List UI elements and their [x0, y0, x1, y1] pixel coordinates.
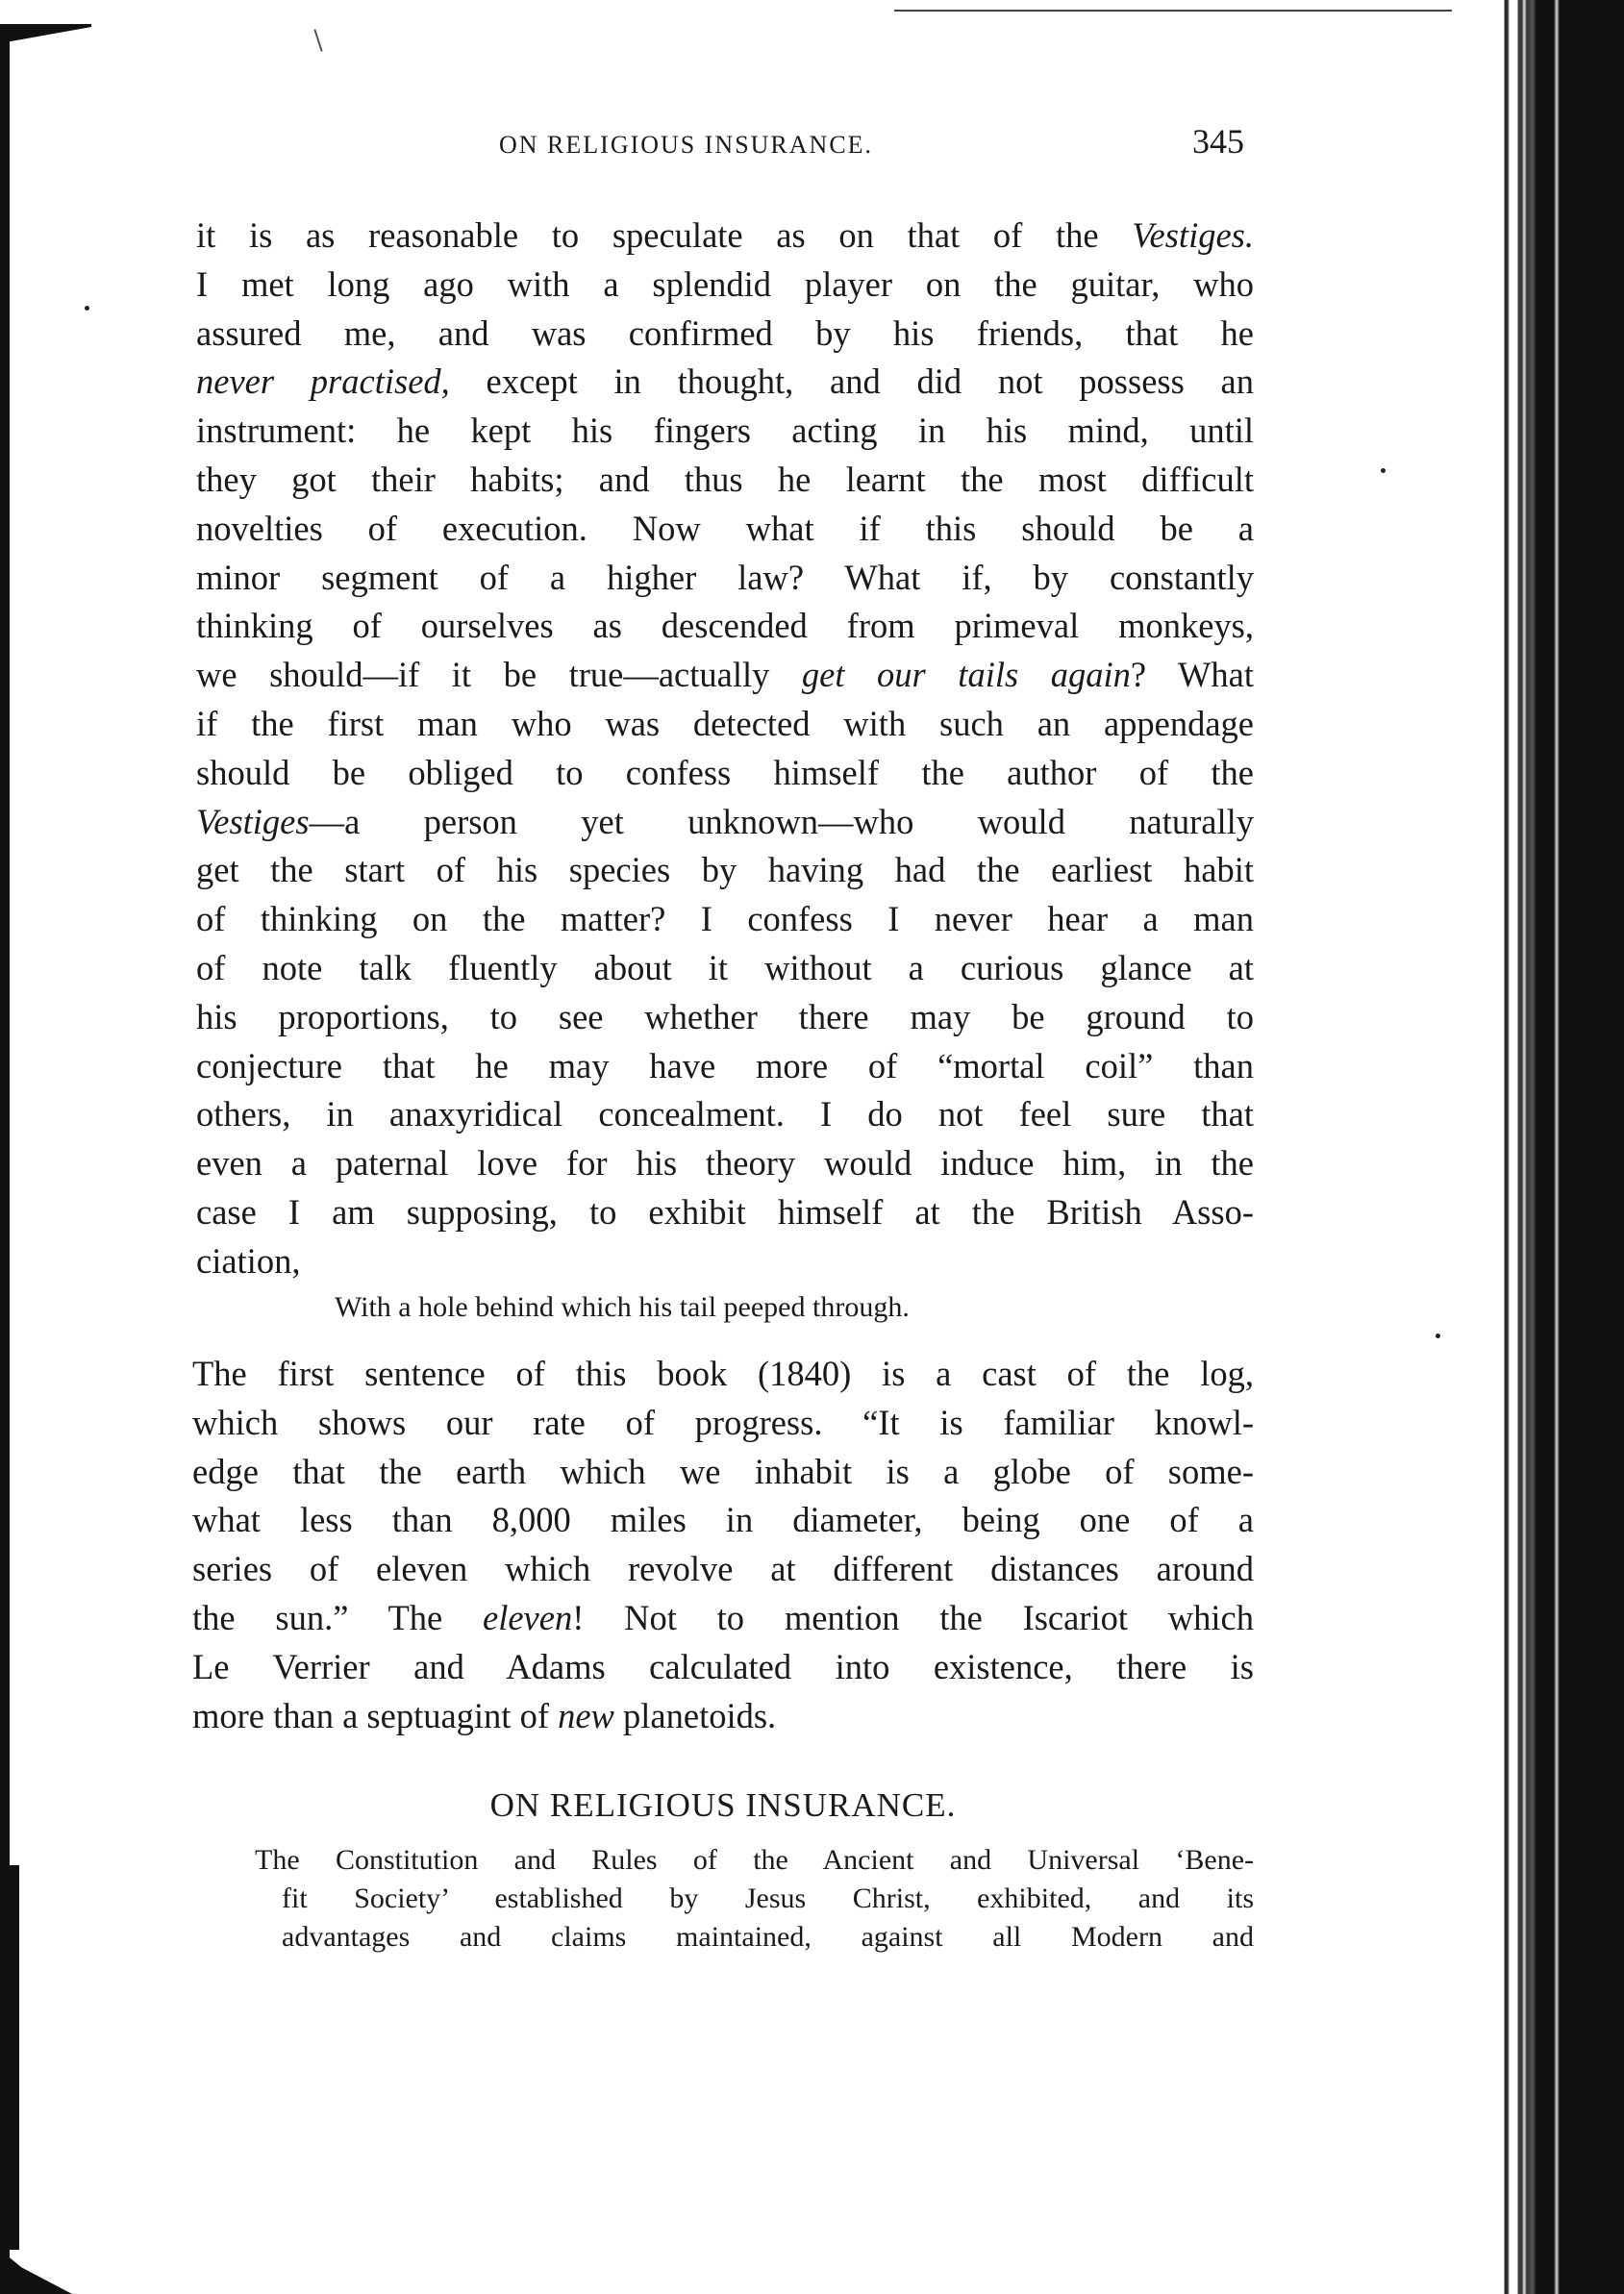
text-line — [196, 944, 1254, 993]
paragraph-1 — [196, 212, 1254, 1286]
citation-line: advantages and claims maintained, against all Modern and — [282, 1921, 1254, 1953]
text-run: I met long ago with a splendid player on the guitar, who — [196, 263, 1254, 304]
text-line — [192, 1545, 1254, 1594]
text-line — [196, 456, 1254, 505]
text-run: even a paternal love for his theory would induce him, in the — [196, 1143, 1254, 1184]
text-line — [196, 407, 1254, 456]
text-run: if the first man who was detected with such an appendage — [196, 703, 1254, 743]
text-line — [192, 1692, 1254, 1741]
text-run: novelties of execution. Now what if this should be a — [196, 508, 1254, 548]
text-line — [196, 310, 1254, 359]
text-line — [192, 1448, 1254, 1497]
scan-shadow-top-left — [0, 24, 91, 43]
text-run: The first sentence of this book (1840) is a cast of the log, — [192, 1354, 1254, 1393]
text-line — [196, 358, 1254, 407]
text-run: what less than 8,000 miles in diameter, being one of a — [192, 1500, 1254, 1540]
text-run: except in thought, and did not possess an — [449, 362, 1254, 402]
text-line — [196, 700, 1254, 749]
scan-shadow-left-bottom — [6, 1865, 19, 2250]
text-line — [192, 1399, 1254, 1448]
text-run: assured me, and was confirmed by his friends, that he — [196, 312, 1254, 353]
text-run: thinking of ourselves as descended from primeval monkeys, — [196, 606, 1254, 646]
scan-shadow-bottom-left — [0, 2250, 72, 2294]
text-run: it is as reasonable to speculate as on that of the — [196, 215, 1133, 255]
text-line — [196, 1139, 1254, 1188]
page-number: 345 — [1192, 122, 1244, 161]
text-line — [192, 1350, 1254, 1399]
text-run: which shows our rate of progress. “It is familiar knowl- — [192, 1402, 1254, 1442]
text-run: of thinking on the matter? I confess I never hear a man — [196, 899, 1254, 939]
text-run: instrument: he kept his fingers acting in his mind, until — [196, 411, 1254, 451]
text-run: conjecture that he may have more of “mortal coil” than — [196, 1045, 1254, 1085]
text-run: his proportions, to see whether there may be ground to — [196, 996, 1254, 1036]
book-spine-shadow — [1496, 0, 1624, 2294]
paragraph-2 — [192, 1350, 1254, 1740]
text-run: minor segment of a higher law? What if, by constantly — [196, 557, 1254, 597]
text-run: Le Verrier and Adams calculated into existence, there is — [192, 1646, 1254, 1686]
text-line — [196, 846, 1254, 895]
text-line — [196, 651, 1254, 700]
text-run: others, in anaxyridical concealment. I do not feel sure that — [196, 1094, 1254, 1135]
text-line — [196, 798, 1254, 847]
italic-text: Vestiges — [196, 801, 310, 841]
text-run: —a person yet unknown—who would naturally — [309, 801, 1254, 841]
scan-top-rule — [894, 10, 1452, 12]
text-line — [192, 1496, 1254, 1545]
text-run: series of eleven which revolve at different distances around — [192, 1549, 1254, 1589]
text-run: we should—if it be true—actually — [196, 655, 802, 695]
text-line — [196, 993, 1254, 1042]
text-run: case I am supposing, to exhibit himself at the British Asso- — [196, 1191, 1254, 1232]
text-line — [196, 261, 1254, 310]
text-line — [196, 895, 1254, 944]
text-run: of note talk fluently about it without a curious glance at — [196, 947, 1254, 987]
text-line — [196, 1188, 1254, 1237]
italic-text: Vestiges. — [1132, 215, 1254, 255]
text-line — [192, 1594, 1254, 1643]
text-run: ? What — [1130, 655, 1254, 695]
text-line — [196, 1042, 1254, 1091]
text-run: planetoids. — [613, 1695, 777, 1735]
text-line — [196, 554, 1254, 603]
text-line — [196, 1090, 1254, 1139]
text-line — [196, 212, 1254, 261]
text-run: edge that the earth which we inhabit is a globe of some- — [192, 1451, 1254, 1491]
text-line — [192, 1643, 1254, 1692]
text-run: ciation, — [196, 1240, 301, 1281]
citation-line: fit Society’ established by Jesus Christ, exhibited, and its — [282, 1883, 1254, 1914]
text-run: more than a septuagint of — [192, 1695, 559, 1735]
page-header — [192, 121, 1250, 169]
text-line — [196, 1237, 1254, 1286]
italic-text: never practised, — [196, 362, 450, 402]
text-line — [196, 749, 1254, 798]
italic-text: new — [558, 1695, 614, 1735]
text-run: the sun.” The — [192, 1597, 484, 1637]
section-title: ON RELIGIOUS INSURANCE. — [489, 1786, 957, 1824]
text-run: ! Not to mention the Iscariot which — [572, 1597, 1254, 1637]
text-run: they got their habits; and thus he learnt the most difficult — [196, 459, 1254, 499]
text-run: should be obliged to confess himself the author of the — [196, 752, 1254, 792]
text-line — [196, 602, 1254, 651]
citation-line: The Constitution and Rules of the Ancient and Universal ‘Bene- — [255, 1844, 1254, 1876]
text-line — [196, 505, 1254, 554]
verse-quotation: With a hole behind which his tail peeped through. — [335, 1291, 910, 1323]
italic-text: eleven — [483, 1597, 573, 1637]
italic-text: get our tails again — [801, 655, 1131, 695]
running-head: ON RELIGIOUS INSURANCE. — [499, 131, 874, 159]
text-run: get the start of his species by having had the earliest habit — [196, 850, 1254, 890]
section-citation — [255, 1841, 1254, 1957]
